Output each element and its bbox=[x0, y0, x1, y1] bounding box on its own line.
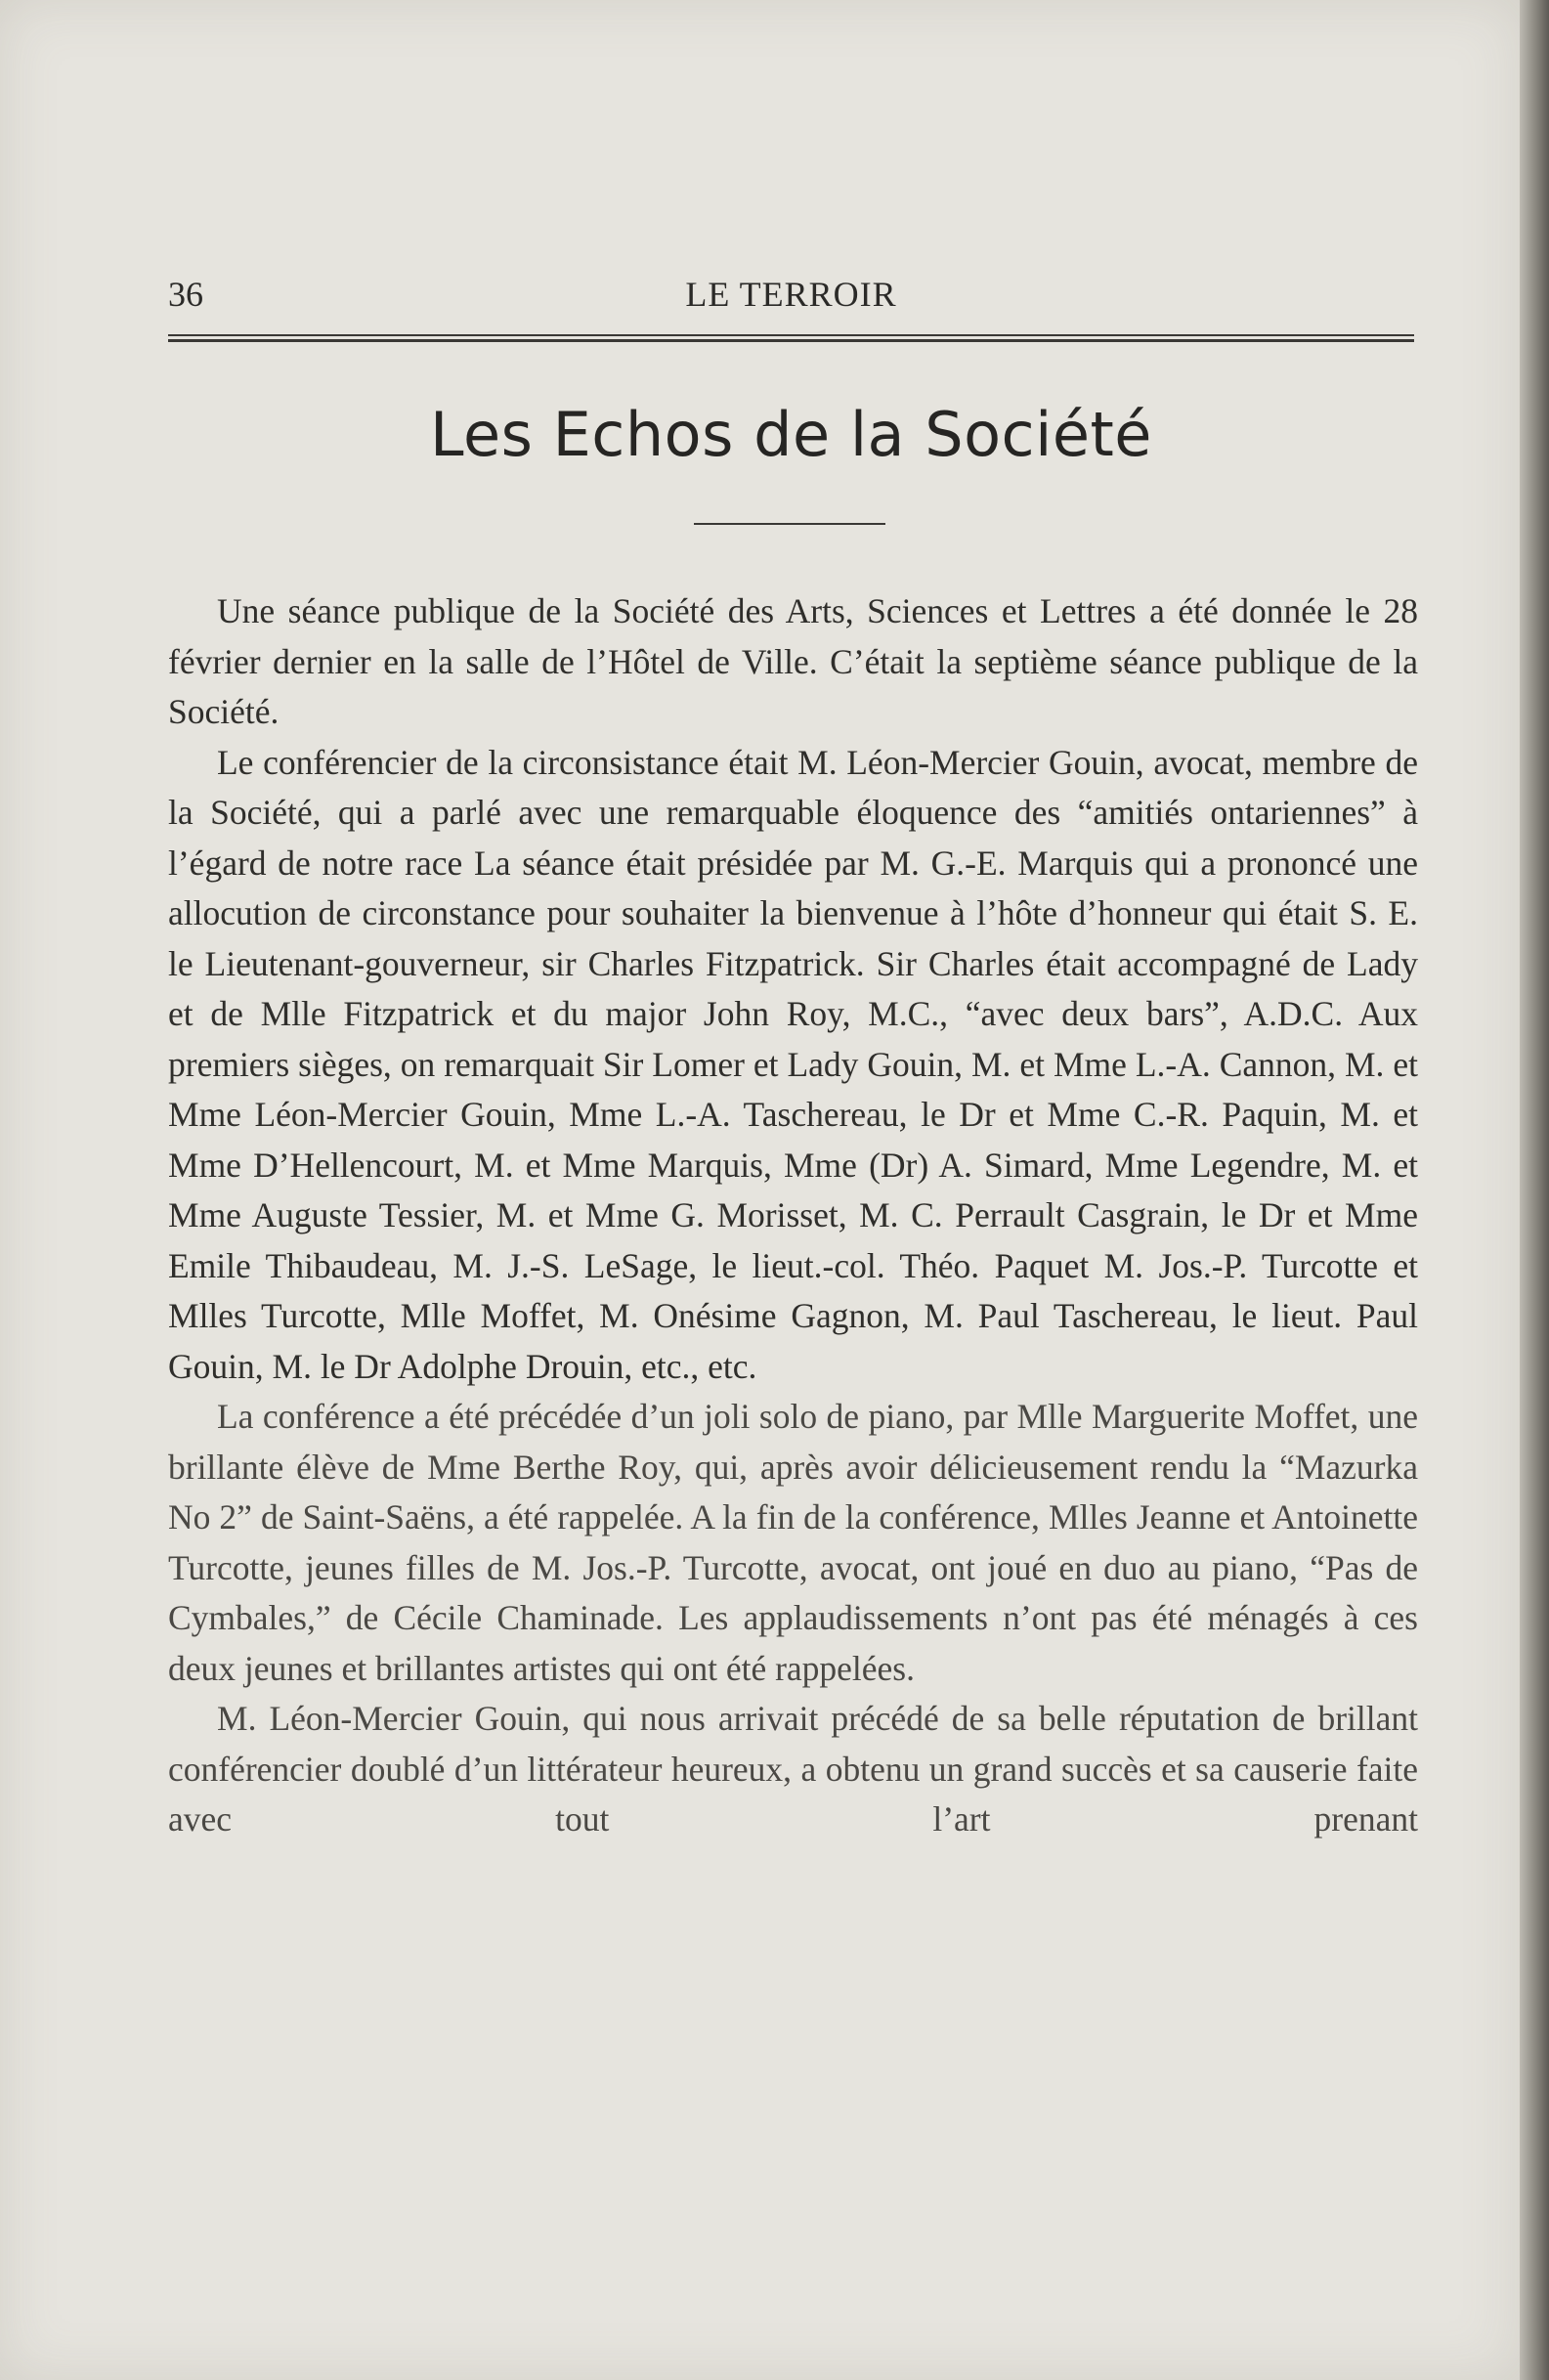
book-binding-edge bbox=[1520, 0, 1549, 2380]
title-separator-rule bbox=[694, 523, 885, 525]
paragraph-1: Une séance publique de la Société des Arts, Sciences et Lettres a été donnée le 28 février dernier en la salle de l’Hôtel de Ville. C’était la septième séance publique de la Société. bbox=[168, 591, 1418, 731]
article-title: Les Echos de la Société bbox=[430, 399, 1152, 470]
paragraph-4: M. Léon-Mercier Gouin, qui nous arrivait précédé de sa belle réputation de brillant conférencier doublé d’un littérateur heureux, a obtenu un grand succès et sa causerie faite avec tout l’art prenant bbox=[168, 1699, 1418, 1839]
article-body bbox=[168, 586, 1418, 1845]
page-header bbox=[168, 274, 1414, 323]
paragraph-3: La conférence a été précédée d’un joli solo de piano, par Mlle Marguerite Moffet, une brillante élève de Mme Berthe Roy, qui, après avoir délicieusement rendu la “Mazurka No 2” de Saint-Saëns, a été rappelée. A la fin de la conférence, Mlles Jeanne et Antoinette Turcotte, jeunes filles de M. Jos.-P. Turcotte, avocat, ont joué en duo au piano, “Pas de Cymbales,” de Cécile Chaminade. Les applaudissements n’ont pas été ménagés à ces deux jeunes et brillantes artistes qui ont été rappelées. bbox=[168, 1397, 1418, 1688]
page-number: 36 bbox=[168, 275, 203, 314]
running-title: LE TERROIR bbox=[685, 275, 897, 314]
paragraph-2: Le conférencier de la circonsistance était M. Léon-Mercier Gouin, avocat, membre de la Société, qui a parlé avec une remarquable éloquence des “amitiés ontariennes” à l’égard de notre race La séance était présidée par M. G.-E. Marquis qui a prononcé une allocution de circonstance pour souhaiter la bienvenue à l’hôte d’honneur qui était S. E. le Lieutenant-gouverneur, sir Charles Fitzpatrick. Sir Charles était accompagné de Lady et de Mlle Fitzpatrick et du major John Roy, M.C., “avec deux bars”, A.D.C. Aux premiers sièges, on remarquait Sir Lomer et Lady Gouin, M. et Mme L.-A. Cannon, M. et Mme Léon-Mercier Gouin, Mme L.-A. Taschereau, le Dr et Mme C.-R. Paquin, M. et Mme D’Hellencourt, M. et Mme Marquis, Mme (Dr) A. Simard, Mme Legendre, M. et Mme Auguste Tessier, M. et Mme G. Morisset, M. C. Perrault Casgrain, le Dr et Mme Emile Thibaudeau, M. J.-S. LeSage, le lieut.-col. Théo. Paquet M. Jos.-P. Turcotte et Mlles Turcotte, Mlle Moffet, M. Onésime Gagnon, M. Paul Taschereau, le lieut. Paul Gouin, M. le Dr Adolphe Drouin, etc., etc. bbox=[168, 742, 1418, 1386]
header-double-rule bbox=[168, 334, 1414, 342]
